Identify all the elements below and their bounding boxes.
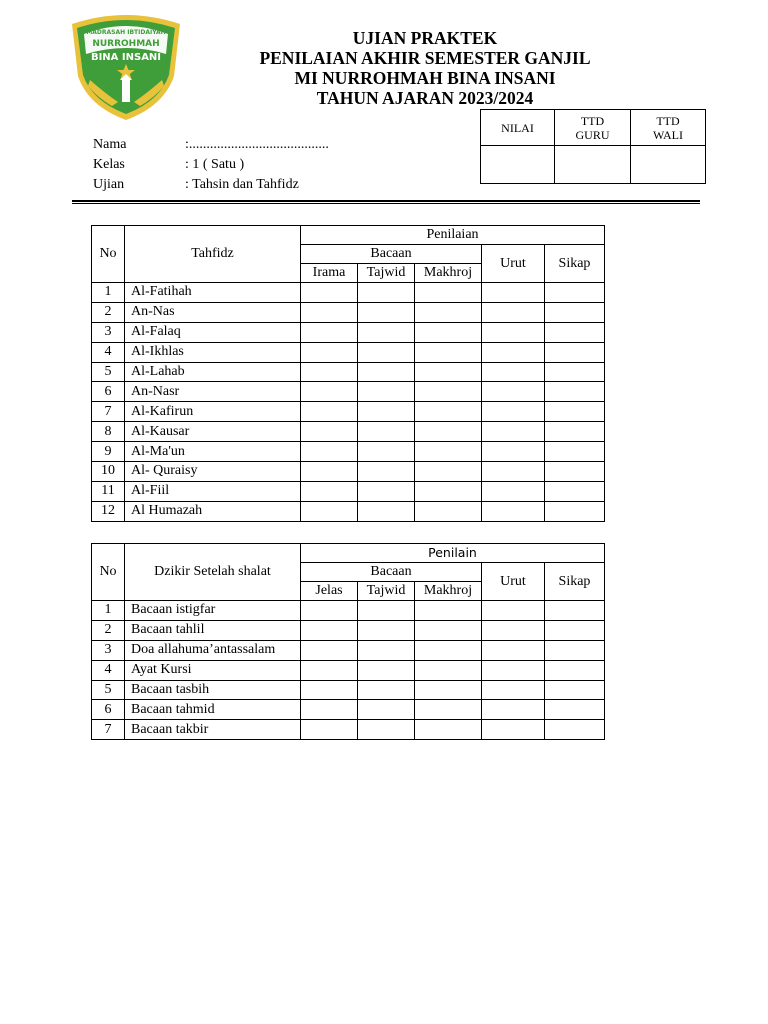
score-cell-col-1[interactable] (301, 601, 358, 621)
score-cell-col-3[interactable] (415, 700, 482, 720)
header-line-3: MI NURROHMAH BINA INSANI (294, 68, 556, 88)
row-number: 12 (92, 501, 125, 521)
score-cell-sikap[interactable] (545, 640, 605, 660)
score-cell-col-3[interactable] (415, 601, 482, 621)
score-cell-col-1[interactable] (301, 501, 358, 521)
urut-header: Urut (482, 563, 545, 601)
score-cell-col-2[interactable] (358, 680, 415, 700)
header-divider-thin (72, 203, 700, 204)
score-cell-col-2[interactable] (358, 640, 415, 660)
score-cell-urut[interactable] (482, 442, 545, 462)
table-row (92, 302, 605, 322)
table-row (92, 660, 605, 680)
table-row (92, 342, 605, 362)
score-cell-col-3[interactable] (415, 283, 482, 303)
table-row (92, 700, 605, 720)
score-cell-sikap[interactable] (545, 501, 605, 521)
makhroj-header: Makhroj (415, 582, 482, 601)
score-cell-col-2[interactable] (358, 501, 415, 521)
info-row-kelas (93, 155, 329, 175)
subject-header: Tahfidz (125, 226, 301, 283)
score-cell-col-1[interactable] (301, 640, 358, 660)
score-cell-col-2[interactable] (358, 402, 415, 422)
row-number: 3 (92, 640, 125, 660)
row-item-name: Al-Falaq (125, 322, 301, 342)
no-header: No (92, 226, 125, 283)
table-row (92, 501, 605, 521)
score-cell-sikap[interactable] (545, 442, 605, 462)
penilaian-header: Penilain (301, 544, 605, 563)
row-item-name: Bacaan tasbih (125, 680, 301, 700)
table-row (92, 720, 605, 740)
table-row (92, 322, 605, 342)
score-cell-col-2[interactable] (358, 442, 415, 462)
score-cell-col-1[interactable] (301, 481, 358, 501)
tajwid-header: Tajwid (358, 264, 415, 283)
score-cell-col-3[interactable] (415, 402, 482, 422)
score-cell-col-2[interactable] (358, 422, 415, 442)
score-cell-urut[interactable] (482, 640, 545, 660)
logo-ring-text: MADRASAH IBTIDAIYAH (86, 29, 166, 36)
score-cell-col-2[interactable] (358, 342, 415, 362)
score-cell-sikap[interactable] (545, 302, 605, 322)
tahfidz-table (91, 225, 605, 522)
score-cell-urut[interactable] (482, 322, 545, 342)
header-divider (72, 200, 700, 202)
row-item-name: Bacaan tahmid (125, 700, 301, 720)
ttd-guru-header: TTD GURU (555, 110, 631, 146)
row-item-name: An-Nas (125, 302, 301, 322)
table-row (92, 620, 605, 640)
row-item-name: Doa allahuma’antassalam (125, 640, 301, 660)
score-cell-sikap[interactable] (545, 660, 605, 680)
row-number: 7 (92, 720, 125, 740)
sikap-header: Sikap (545, 563, 605, 601)
score-cell-col-1[interactable] (301, 720, 358, 740)
logo-name-bottom: BINA INSANI (90, 52, 162, 63)
score-cell-col-3[interactable] (415, 481, 482, 501)
score-cell-col-1[interactable] (301, 680, 358, 700)
row-item-name: Al-Fatihah (125, 283, 301, 303)
score-cell-col-1[interactable] (301, 283, 358, 303)
table-row (92, 362, 605, 382)
row-number: 2 (92, 302, 125, 322)
tajwid-header: Tajwid (358, 582, 415, 601)
kelas-value: : 1 ( Satu ) (185, 157, 245, 172)
sikap-header: Sikap (545, 245, 605, 283)
score-cell-col-3[interactable] (415, 342, 482, 362)
table-row (92, 442, 605, 462)
score-cell-sikap[interactable] (545, 720, 605, 740)
score-cell-col-1[interactable] (301, 660, 358, 680)
student-info (93, 135, 329, 195)
ujian-label: Ujian (93, 177, 125, 192)
score-cell-col-3[interactable] (415, 640, 482, 660)
score-cell-sikap[interactable] (545, 362, 605, 382)
score-cell-sikap[interactable] (545, 462, 605, 482)
score-cell-col-3[interactable] (415, 720, 482, 740)
score-cell-urut[interactable] (482, 422, 545, 442)
score-cell-col-1[interactable] (301, 462, 358, 482)
row-number: 4 (92, 342, 125, 362)
bacaan-header: Bacaan (301, 563, 482, 582)
score-cell-urut[interactable] (482, 501, 545, 521)
score-cell-sikap[interactable] (545, 481, 605, 501)
score-cell-col-1[interactable] (301, 442, 358, 462)
score-cell-sikap[interactable] (545, 382, 605, 402)
row-number: 1 (92, 283, 125, 303)
score-cell-col-2[interactable] (358, 302, 415, 322)
kelas-label: Kelas (93, 157, 125, 172)
row-item-name: Al-Lahab (125, 362, 301, 382)
score-cell-urut[interactable] (482, 720, 545, 740)
row-number: 7 (92, 402, 125, 422)
score-cell-urut[interactable] (482, 342, 545, 362)
info-row-nama (93, 135, 329, 155)
score-cell-col-3[interactable] (415, 382, 482, 402)
table-row (92, 462, 605, 482)
row-item-name: Al- Quraisy (125, 462, 301, 482)
score-cell-col-3[interactable] (415, 422, 482, 442)
score-cell-col-3[interactable] (415, 620, 482, 640)
penilaian-header: Penilaian (301, 226, 605, 245)
nilai-header: NILAI (481, 110, 555, 146)
subject-header: Dzikir Setelah shalat (125, 544, 301, 601)
score-cell-col-2[interactable] (358, 382, 415, 402)
row-item-name: Al-Ma'un (125, 442, 301, 462)
table-row (92, 481, 605, 501)
score-cell-col-2[interactable] (358, 601, 415, 621)
logo-tower-icon (122, 80, 130, 102)
row-number: 5 (92, 680, 125, 700)
row-number: 2 (92, 620, 125, 640)
row-number: 3 (92, 322, 125, 342)
score-cell-urut[interactable] (482, 302, 545, 322)
logo-name-top: NURROHMAH (92, 39, 160, 49)
score-cell-urut[interactable] (482, 283, 545, 303)
ttd-guru-field[interactable] (555, 146, 631, 184)
score-cell-col-2[interactable] (358, 720, 415, 740)
header-line-2: PENILAIAN AKHIR SEMESTER GANJIL (259, 48, 591, 68)
dzikir-table (91, 543, 605, 740)
score-cell-col-3[interactable] (415, 322, 482, 342)
score-cell-sikap[interactable] (545, 680, 605, 700)
no-header: No (92, 544, 125, 601)
score-cell-sikap[interactable] (545, 342, 605, 362)
score-cell-sikap[interactable] (545, 283, 605, 303)
irama-header: Irama (301, 264, 358, 283)
score-cell-col-1[interactable] (301, 302, 358, 322)
score-cell-urut[interactable] (482, 660, 545, 680)
row-number: 6 (92, 382, 125, 402)
row-item-name: Ayat Kursi (125, 660, 301, 680)
score-cell-col-3[interactable] (415, 302, 482, 322)
score-cell-urut[interactable] (482, 402, 545, 422)
score-cell-col-1[interactable] (301, 402, 358, 422)
table-row (92, 382, 605, 402)
row-item-name: An-Nasr (125, 382, 301, 402)
urut-header: Urut (482, 245, 545, 283)
score-cell-urut[interactable] (482, 362, 545, 382)
score-cell-col-2[interactable] (358, 620, 415, 640)
score-cell-col-2[interactable] (358, 322, 415, 342)
score-cell-col-1[interactable] (301, 700, 358, 720)
table-row (92, 402, 605, 422)
score-cell-col-2[interactable] (358, 362, 415, 382)
score-cell-col-1[interactable] (301, 620, 358, 640)
row-number: 4 (92, 660, 125, 680)
table-row (92, 601, 605, 621)
bacaan-header: Bacaan (301, 245, 482, 264)
row-item-name: Al-Kafirun (125, 402, 301, 422)
table-row (92, 422, 605, 442)
score-cell-col-2[interactable] (358, 462, 415, 482)
header-line-4: TAHUN AJARAN 2023/2024 (316, 88, 534, 108)
header-line-1: UJIAN PRAKTEK (352, 28, 498, 48)
ttd-wali-header: TTD WALI (631, 110, 706, 146)
score-cell-col-3[interactable] (415, 680, 482, 700)
score-cell-urut[interactable] (482, 680, 545, 700)
row-number: 10 (92, 462, 125, 482)
score-cell-sikap[interactable] (545, 700, 605, 720)
row-item-name: Bacaan istigfar (125, 601, 301, 621)
row-item-name: Bacaan takbir (125, 720, 301, 740)
row-item-name: Al-Kausar (125, 422, 301, 442)
school-logo (68, 14, 184, 122)
score-cell-sikap[interactable] (545, 422, 605, 442)
row-item-name: Al-Ikhlas (125, 342, 301, 362)
nilai-field[interactable] (481, 146, 555, 184)
jelas-header: Jelas (301, 582, 358, 601)
row-item-name: Al-Fiil (125, 481, 301, 501)
row-number: 9 (92, 442, 125, 462)
score-cell-col-1[interactable] (301, 382, 358, 402)
score-cell-sikap[interactable] (545, 322, 605, 342)
score-cell-urut[interactable] (482, 700, 545, 720)
score-cell-col-3[interactable] (415, 660, 482, 680)
score-cell-col-3[interactable] (415, 462, 482, 482)
score-cell-urut[interactable] (482, 462, 545, 482)
signature-box (480, 109, 706, 184)
score-cell-col-1[interactable] (301, 362, 358, 382)
score-cell-col-1[interactable] (301, 342, 358, 362)
table-row (92, 640, 605, 660)
row-number: 5 (92, 362, 125, 382)
score-cell-urut[interactable] (482, 620, 545, 640)
score-cell-col-2[interactable] (358, 481, 415, 501)
score-cell-col-3[interactable] (415, 501, 482, 521)
score-cell-col-2[interactable] (358, 283, 415, 303)
score-cell-urut[interactable] (482, 601, 545, 621)
ttd-wali-field[interactable] (631, 146, 706, 184)
score-cell-urut[interactable] (482, 382, 545, 402)
row-number: 6 (92, 700, 125, 720)
table-row (92, 680, 605, 700)
table-row (92, 283, 605, 303)
score-cell-sikap[interactable] (545, 601, 605, 621)
score-cell-col-2[interactable] (358, 700, 415, 720)
row-item-name: Al Humazah (125, 501, 301, 521)
info-row-ujian (93, 175, 329, 195)
header-title (220, 28, 630, 108)
nama-label: Nama (93, 137, 127, 152)
ujian-value: : Tahsin dan Tahfidz (185, 177, 299, 192)
score-cell-sikap[interactable] (545, 620, 605, 640)
makhroj-header: Makhroj (415, 264, 482, 283)
row-number: 1 (92, 601, 125, 621)
nama-value[interactable]: :........................................ (185, 137, 329, 152)
score-cell-urut[interactable] (482, 481, 545, 501)
score-cell-col-1[interactable] (301, 422, 358, 442)
score-cell-col-3[interactable] (415, 442, 482, 462)
row-number: 11 (92, 481, 125, 501)
score-cell-col-3[interactable] (415, 362, 482, 382)
score-cell-sikap[interactable] (545, 402, 605, 422)
score-cell-col-1[interactable] (301, 322, 358, 342)
row-number: 8 (92, 422, 125, 442)
row-item-name: Bacaan tahlil (125, 620, 301, 640)
score-cell-col-2[interactable] (358, 660, 415, 680)
